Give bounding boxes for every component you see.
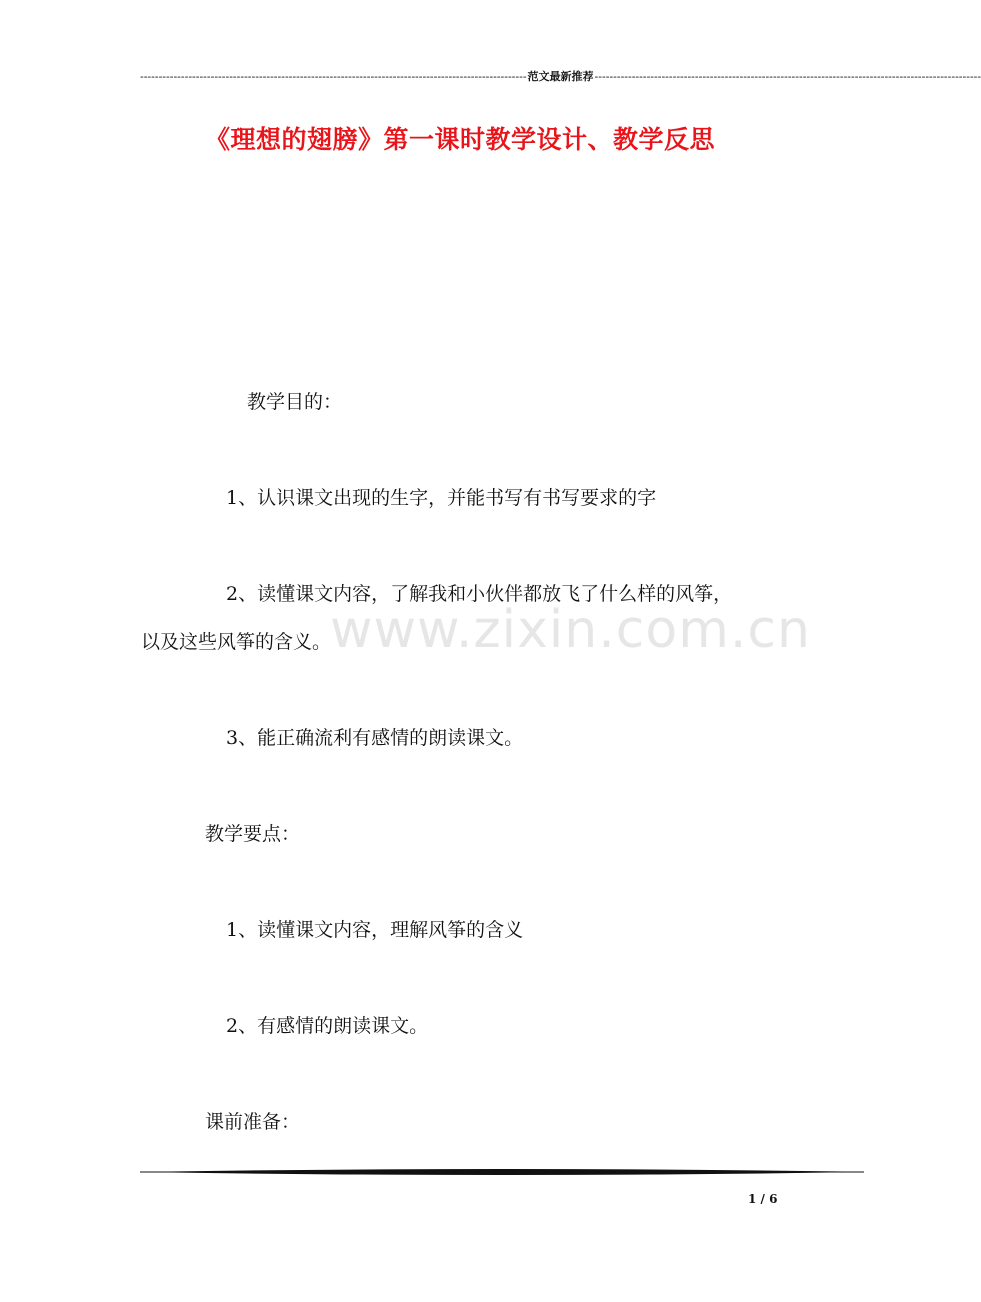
keypoint-item-1: 1、读懂课文内容，理解风筝的含义 <box>226 919 524 941</box>
header-dashes-left: -------------------------------------------------------------------------------------------------------- <box>140 70 527 83</box>
footer-rule <box>140 1166 864 1178</box>
page-number: 1 / 6 <box>748 1192 778 1206</box>
watermark: www.zixin.com.cn <box>330 600 811 660</box>
preparation-heading: 课前准备： <box>205 1111 301 1133</box>
page-header <box>140 68 981 86</box>
objectives-heading: 教学目的： <box>247 391 343 413</box>
objective-item-2-line-1: 2、读懂课文内容，了解我和小伙伴都放飞了什么样的风筝， <box>226 583 733 605</box>
header-label: 范文最新推荐 <box>527 70 594 83</box>
objective-item-1: 1、认识课文出现的生字，并能书写有书写要求的字 <box>226 487 657 509</box>
objective-item-3: 3、能正确流利有感情的朗读课文。 <box>226 727 524 749</box>
keypoint-item-2: 2、有感情的朗读课文。 <box>226 1015 429 1037</box>
document-title: 《理想的翅膀》第一课时教学设计、教学反思 <box>204 125 715 154</box>
keypoints-heading: 教学要点： <box>205 823 301 845</box>
objective-item-2-line-2: 以及这些风筝的含义。 <box>141 631 332 653</box>
header-dashes-right: -------------------------------------------------------------------------------------------------------- <box>594 70 981 83</box>
